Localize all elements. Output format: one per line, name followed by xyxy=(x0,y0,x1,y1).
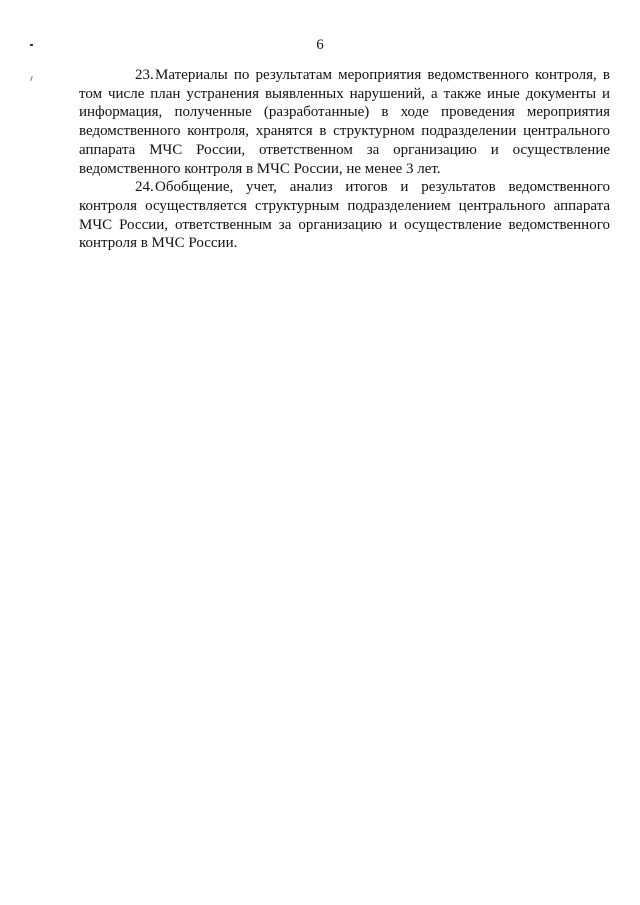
paragraph-number: 23. xyxy=(135,67,154,83)
page-number: 6 xyxy=(316,37,324,53)
scan-artifact-tick xyxy=(30,76,33,81)
paragraph-text: Обобщение, учет, анализ итогов и результатов ведомственного контроля осуществляется структурным подразделением центрального аппарата МЧС России, ответственным за организацию и осуществление ведомственного контроля в МЧС России. xyxy=(79,179,610,252)
document-body xyxy=(79,66,610,253)
paragraph-number: 24. xyxy=(135,179,154,196)
paragraph-24 xyxy=(79,178,610,253)
paragraph-text: Материалы по результатам мероприятия ведомственного контроля, в том числе план устранения выявленных нарушений, а также иные документы и информация, полученные (разработанные) в ходе проведения мероприятия ведомственного контроля, хранятся в структурном подразделении центрального аппарата МЧС России, ответственном за организацию и осуществление ведомственного контроля в МЧС России, не менее 3 лет. xyxy=(79,67,610,177)
paragraph-23 xyxy=(79,66,610,178)
